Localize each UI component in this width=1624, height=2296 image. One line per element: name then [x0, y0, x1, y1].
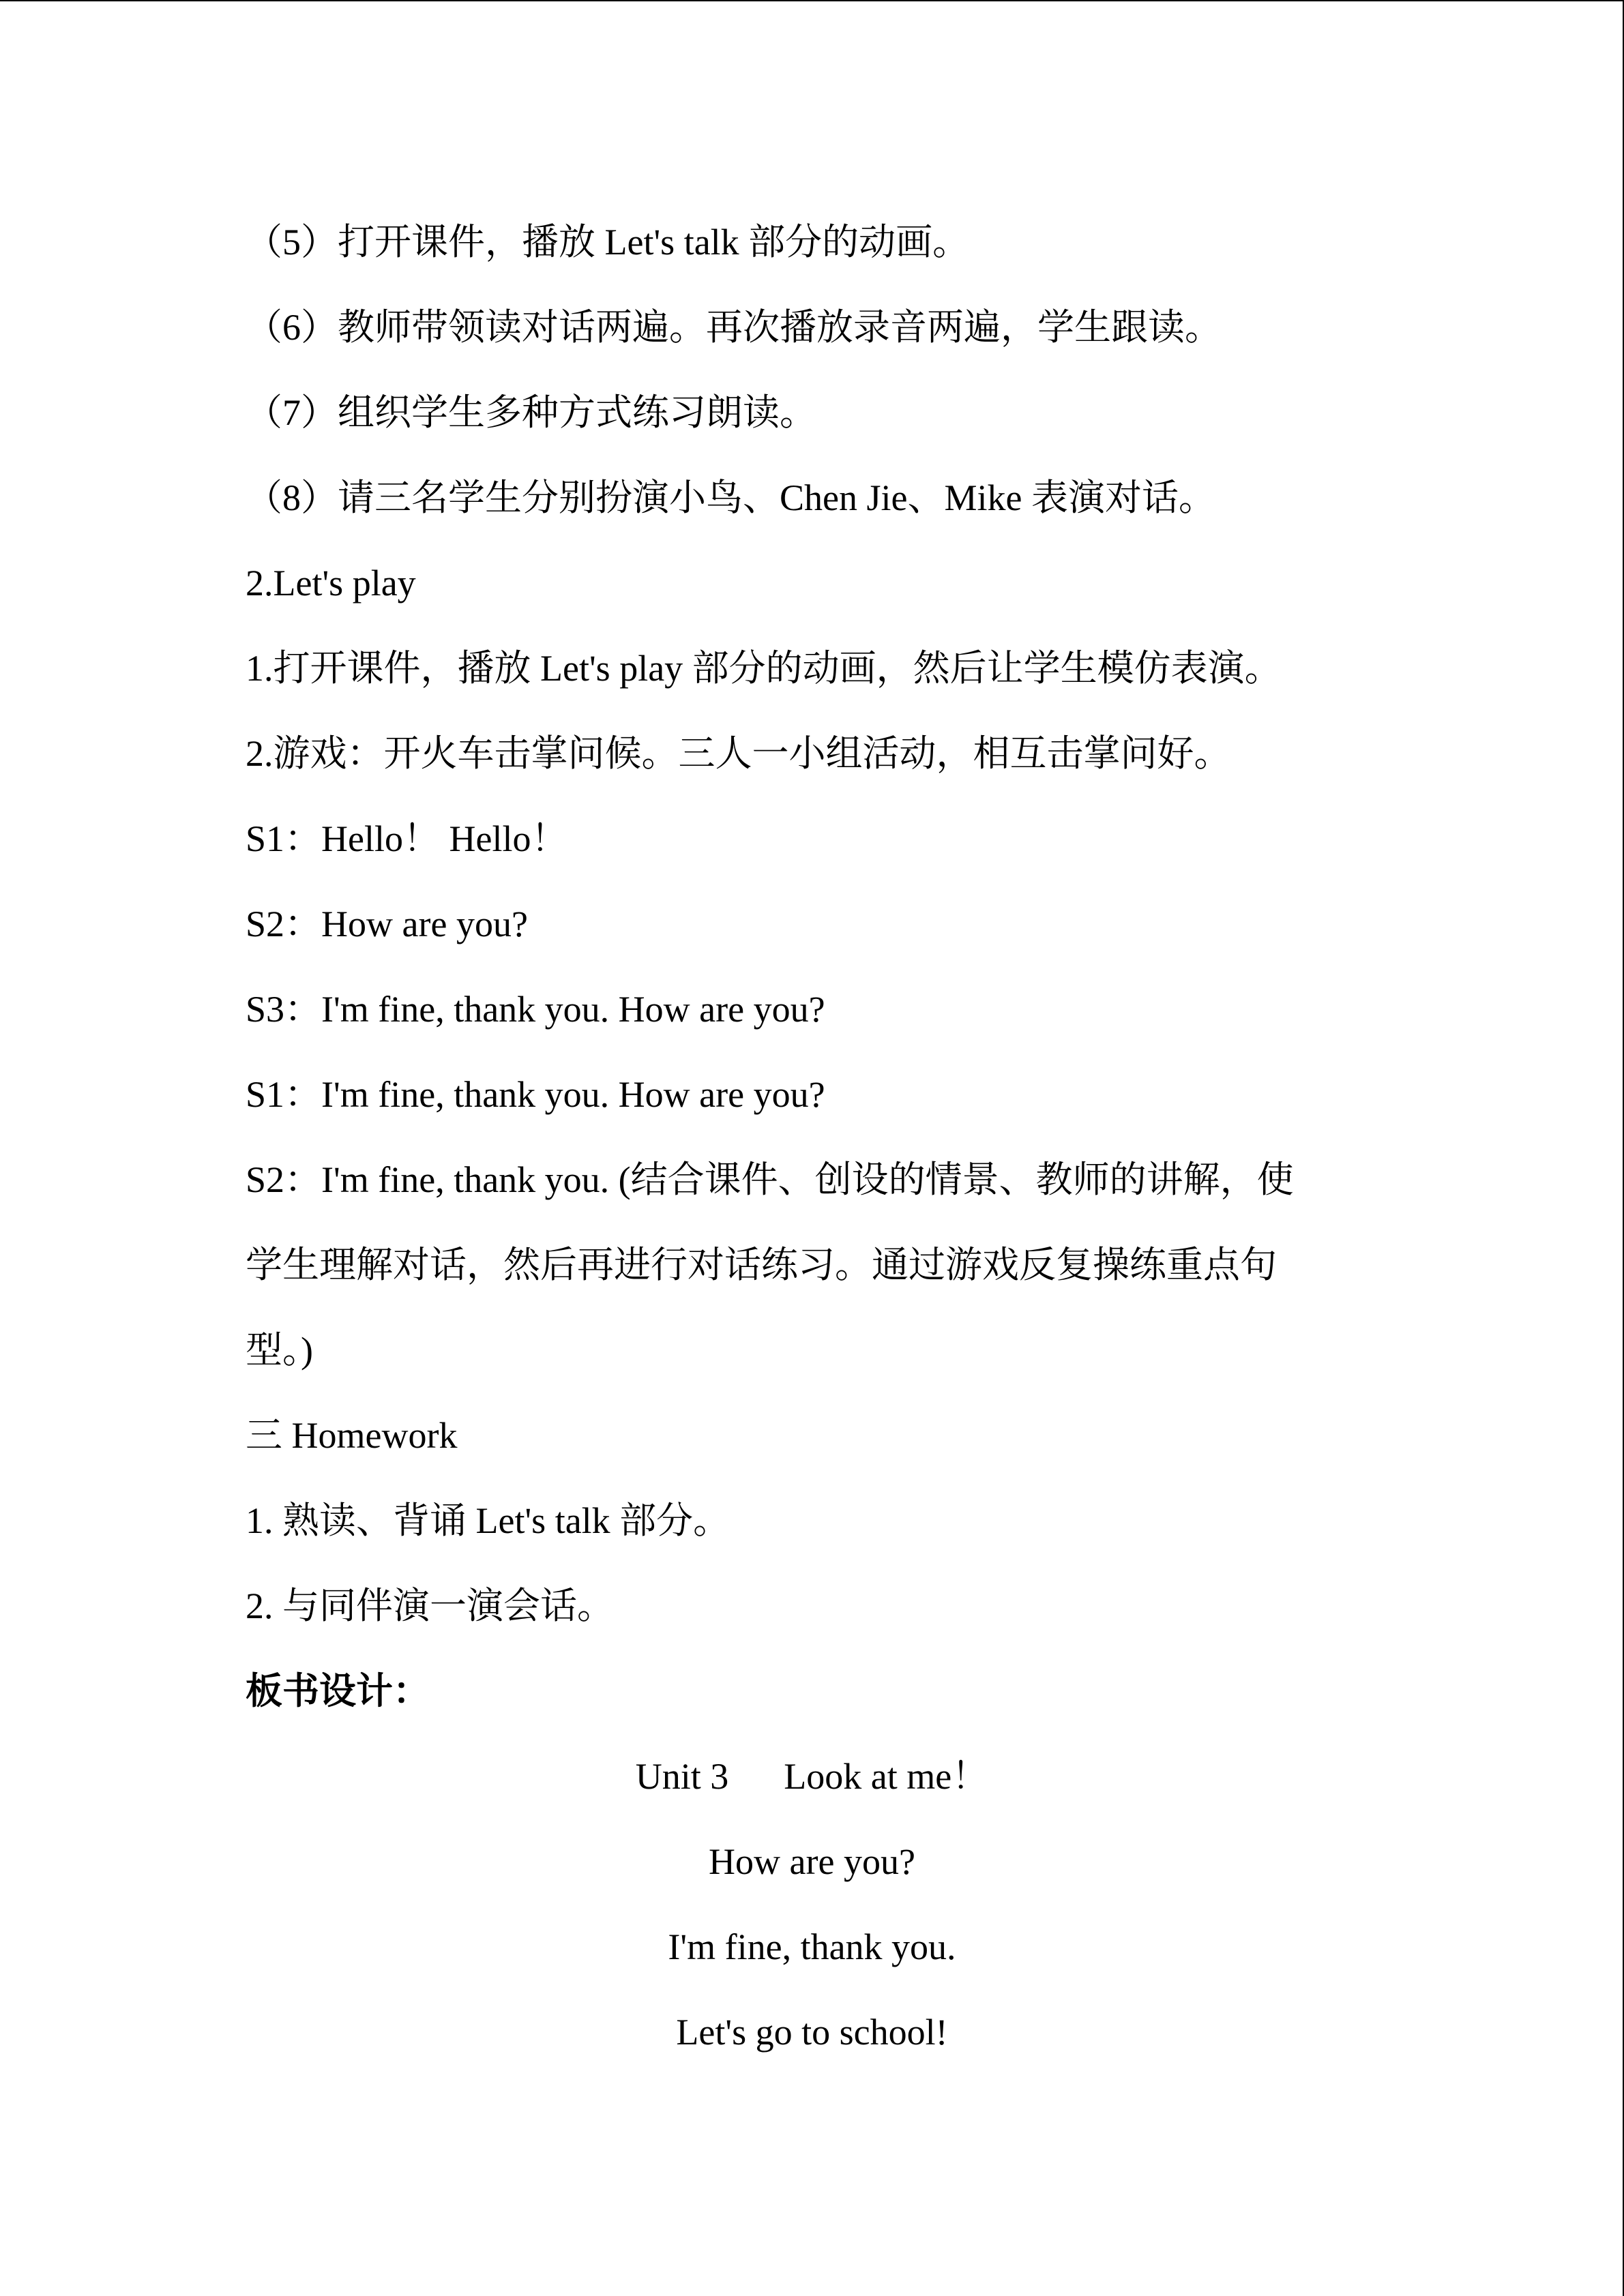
step-5-line: （5）打开课件，播放 Let's talk 部分的动画。	[246, 222, 970, 263]
note-continued-line: 学生理解对话，然后再进行对话练习。通过游戏反复操练重点句	[246, 1244, 1277, 1285]
homework-heading: 三 Homework	[246, 1415, 458, 1456]
dialogue-s1-fine: S1：I'm fine, thank you. How are you?	[246, 1074, 825, 1115]
step-6-line: （6）教师带领读对话两遍。再次播放录音两遍，学生跟读。	[246, 307, 1222, 348]
dialogue-s2-how-are-you: S2：How are you?	[246, 904, 528, 944]
board-design-heading: 板书设计：	[246, 1671, 430, 1712]
dialogue-s1-hello: S1：Hello！ Hello！	[246, 818, 568, 859]
board-line-fine: I'm fine, thank you.	[668, 1926, 956, 1967]
board-line-how-are-you: How are you?	[709, 1841, 915, 1882]
board-title: Unit 3 Look at me！	[635, 1756, 989, 1797]
section-lets-play-heading: 2.Let's play	[246, 563, 416, 603]
play-step-1-line: 1.打开课件，播放 Let's play 部分的动画，然后让学生模仿表演。	[246, 648, 1282, 689]
play-step-2-line: 2.游戏：开火车击掌问候。三人一小组活动，相互击掌问好。	[246, 733, 1231, 774]
step-8-line: （8）请三名学生分别扮演小鸟、Chen Jie、Mike 表演对话。	[246, 477, 1215, 518]
board-line-school: Let's go to school!	[676, 2012, 948, 2053]
homework-item-1: 1. 熟读、背诵 Let's talk 部分。	[246, 1500, 730, 1541]
step-7-line: （7）组织学生多种方式练习朗读。	[246, 392, 816, 433]
dialogue-s2-fine-note: S2：I'm fine, thank you. (结合课件、创设的情景、教师的讲解，使	[246, 1159, 1294, 1200]
homework-item-2: 2. 与同伴演一演会话。	[246, 1585, 614, 1626]
note-end-line: 型。)	[246, 1330, 313, 1371]
dialogue-s3-fine: S3：I'm fine, thank you. How are you?	[246, 989, 825, 1030]
